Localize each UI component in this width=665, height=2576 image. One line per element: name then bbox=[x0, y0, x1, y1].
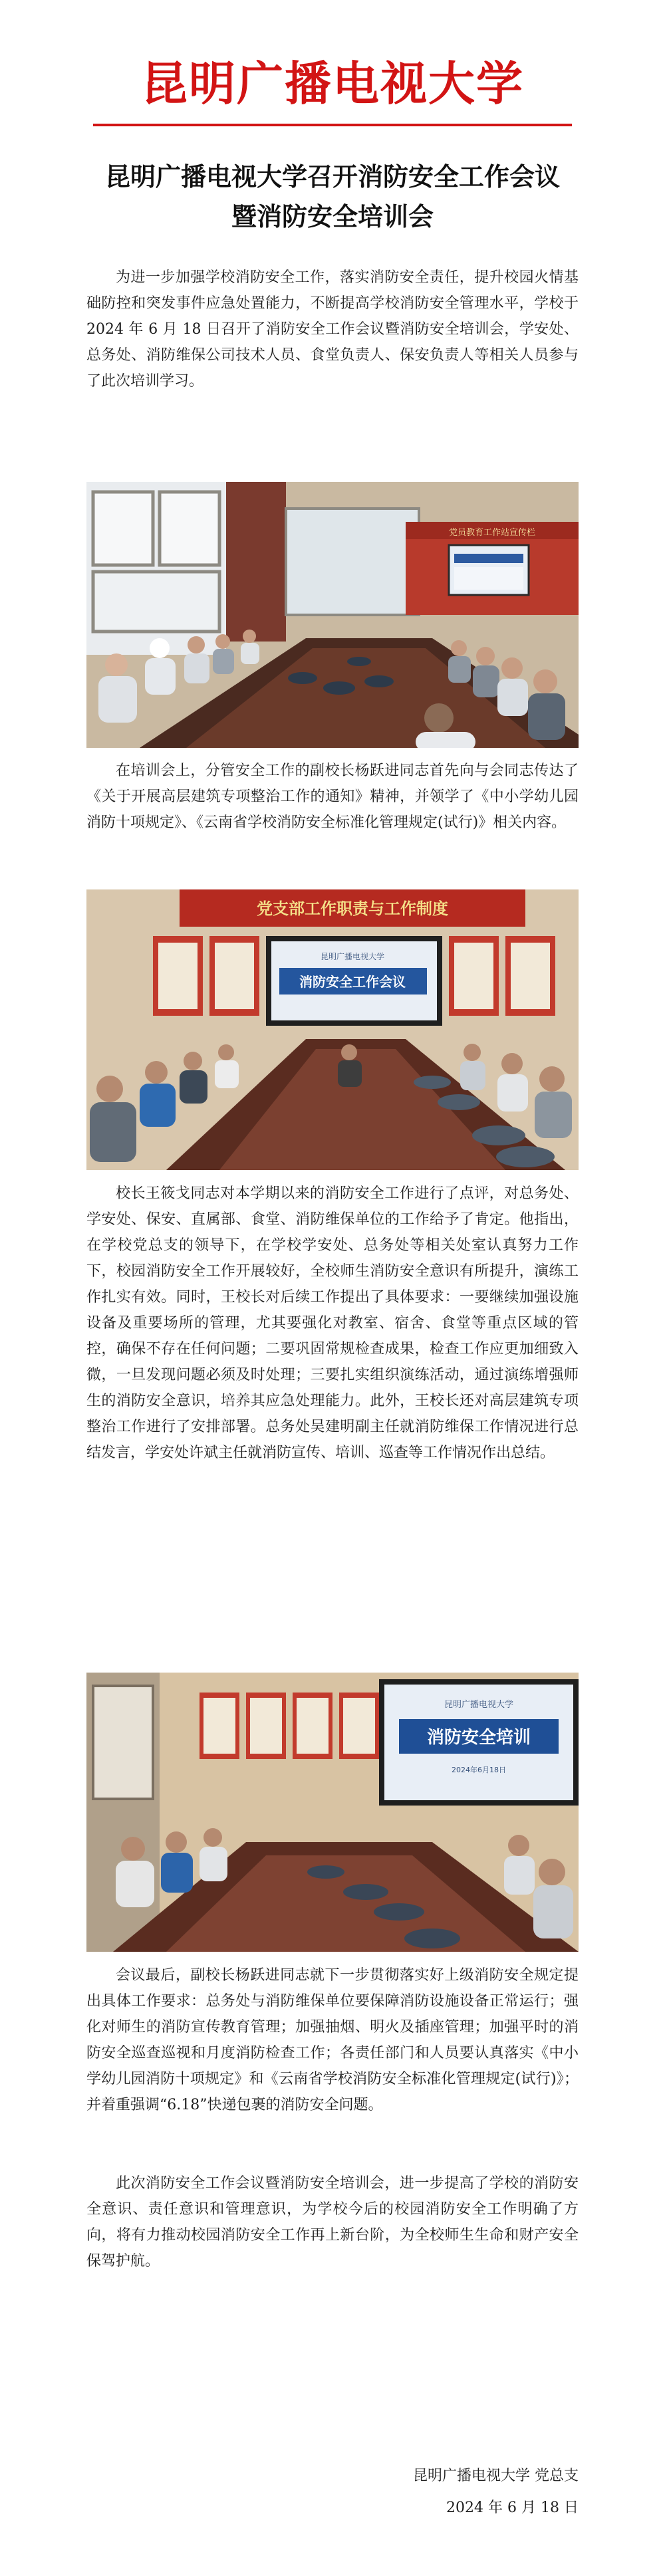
photo-2-screen-title: 消防安全工作会议 bbox=[299, 974, 406, 990]
paragraph-5: 此次消防安全工作会议暨消防安全培训会，进一步提高了学校的消防安全意识、责任意识和管理意识，为学校今后的校园消防安全工作明确了方向，将有力推动校园消防安全工作再上新台阶，为全校师生生命和财产安全保驾护航。 bbox=[86, 2175, 579, 2270]
document-title bbox=[0, 157, 665, 237]
photo-2-screen-small: 昆明广播电视大学 bbox=[320, 952, 385, 961]
paragraph-4: 会议最后，副校长杨跃进同志就下一步贯彻落实好上级消防安全规定提出具体工作要求：总务处与消防维保单位要保障消防设施设备正常运行；强化对师生的消防宣传教育管理；加强抽烟、明火及插座管理；加强平时的消防安全巡查巡视和月度消防检查工作；各责任部门和人员要认真落实《中小学幼儿园消防十项规定》和《云南省学校消防安全标准化管理规定(试行)》；并着重强调“6.18”快递包裹的消防安全问题。 bbox=[86, 1967, 579, 2113]
title-line-2: 暨消防安全培训会 bbox=[231, 201, 434, 231]
photo-3-screen-title: 消防安全培训 bbox=[426, 1728, 531, 1748]
signature-date: 2024 年 6 月 18 日 bbox=[446, 2500, 579, 2516]
paragraph-1: 为进一步加强学校消防安全工作，落实消防安全责任，提升校园火情基础防控和突发事件应急处置能力，不断提高学校消防安全管理水平，学校于 2024 年 6 月 18 日召开了消防安全工作会议暨消防安全培训会，学安处、总务处、消防维保公司技术人员、食堂负责人、保安负责人等相关人员参与了此次培训学习。 bbox=[86, 269, 579, 390]
meeting-photo-2 bbox=[86, 889, 579, 1170]
title-line-1: 昆明广播电视大学召开消防安全工作会议 bbox=[104, 162, 560, 191]
photo-2-wall-banner: 党支部工作职责与工作制度 bbox=[257, 899, 448, 918]
photo-1-wall-banner: 党员教育工作站宣传栏 bbox=[448, 528, 536, 538]
red-divider bbox=[93, 124, 572, 126]
meeting-photo-1 bbox=[86, 482, 579, 748]
photo-3-screen-date: 2024年6月18日 bbox=[452, 1766, 506, 1774]
photo-3-screen-small: 昆明广播电视大学 bbox=[444, 1700, 514, 1710]
masthead-title: 昆明广播电视大学 bbox=[141, 56, 524, 111]
meeting-photo-3 bbox=[86, 1673, 579, 1952]
paragraph-2: 在培训会上，分管安全工作的副校长杨跃进同志首先向与会同志传达了《关于开展高层建筑专项整治工作的通知》精神，并领学了《中小学幼儿园消防十项规定》、《云南省学校消防安全标准化管理规定(试行)》相关内容。 bbox=[86, 762, 579, 831]
signature-unit: 昆明广播电视大学 党总支 bbox=[413, 2468, 579, 2484]
paragraph-3: 校长王筱戈同志对本学期以来的消防安全工作进行了点评，对总务处、学安处、保安、直属部、食堂、消防维保单位的工作给予了肯定。他指出，在学校党总支的领导下，在学校学安处、总务处等相关处室认真努力工作下，校园消防安全工作开展较好，全校师生消防安全意识有所提升，演练工作扎实有效。同时，王校长对后续工作提出了具体要求：一要继续加强设施设备及重要场所的管理，尤其要强化对教室、宿舍、食堂等重点区域的管控，确保不存在任何问题；二要巩固常规检查成果，检查工作应更加细致入微，一旦发现问题必须及时处理；三要扎实组织演练活动，通过演练增强师生的消防安全意识，培养其应急处理能力。此外，王校长还对高层建筑专项整治工作进行了安排部署。总务处吴建明副主任就消防维保工作情况进行总结发言，学安处许斌主任就消防宣传、培训、巡查等工作情况作出总结。 bbox=[86, 1185, 579, 1461]
